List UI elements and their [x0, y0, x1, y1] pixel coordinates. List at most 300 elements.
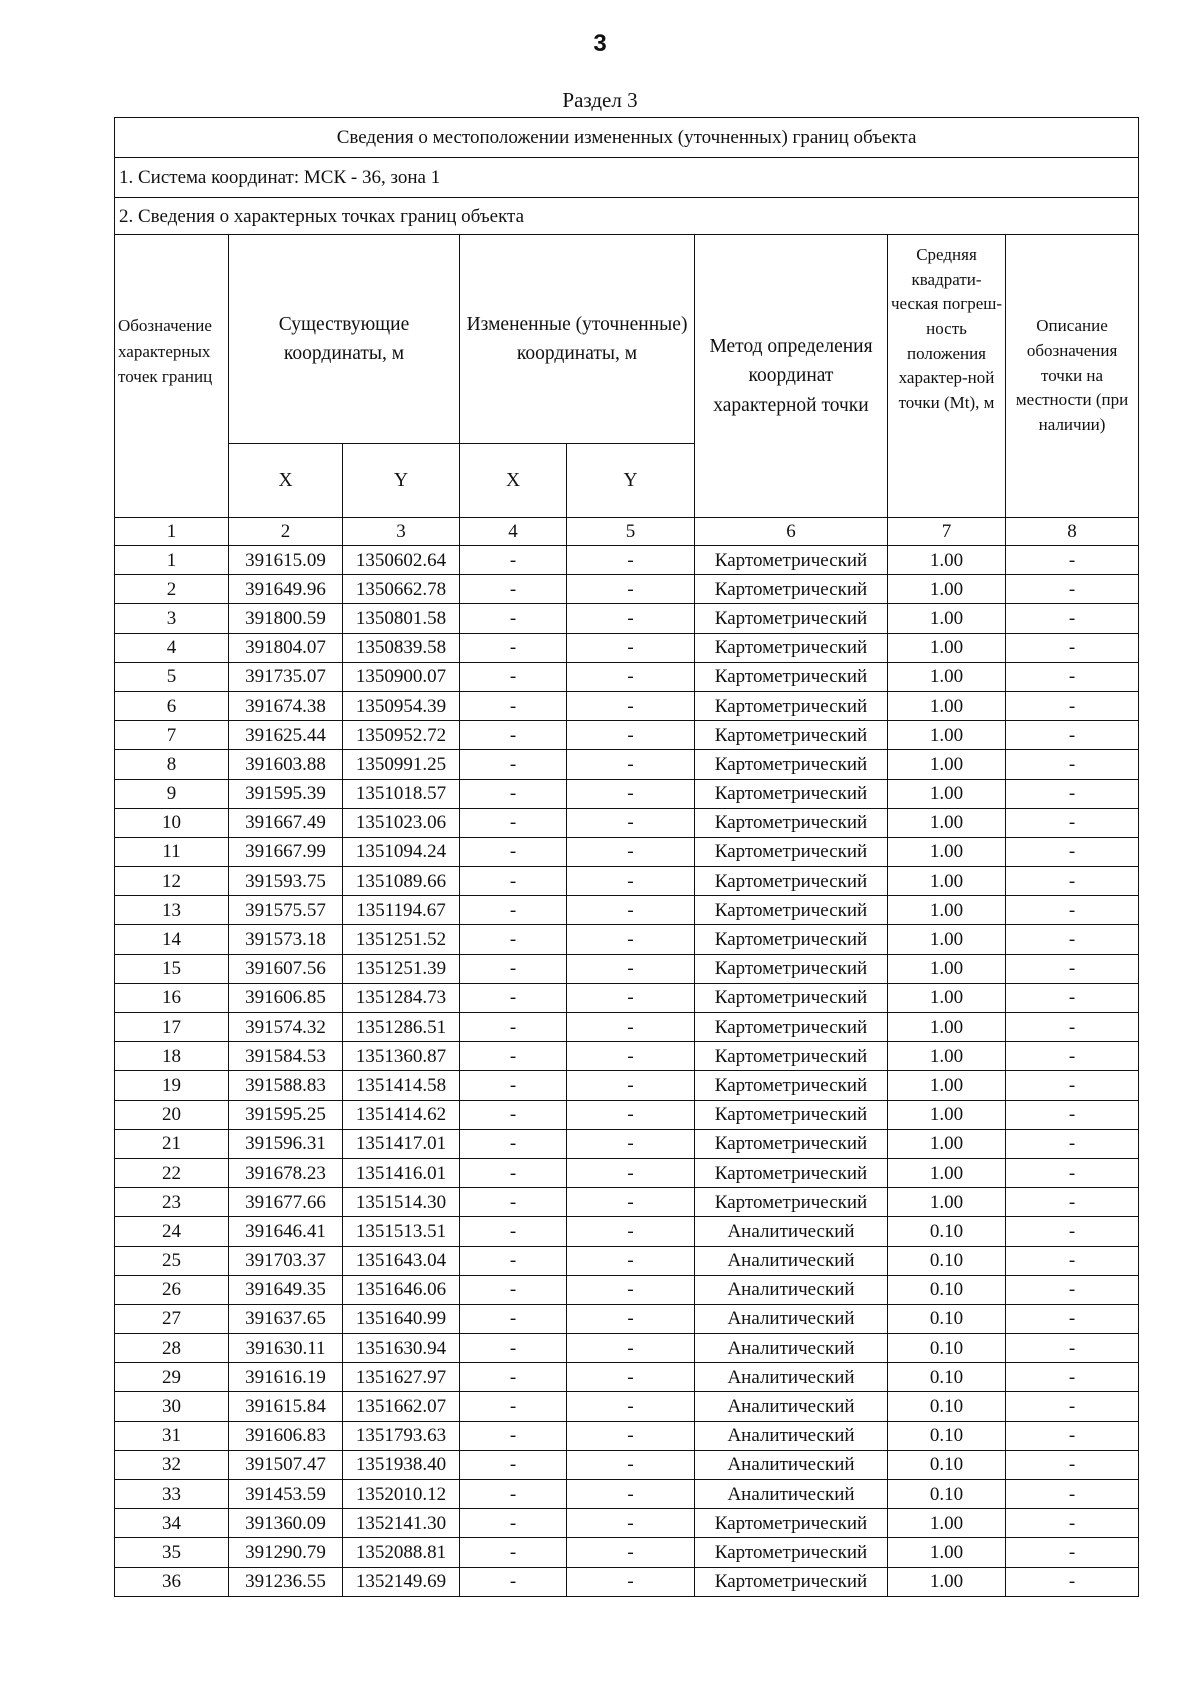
existing-y-cell: 1351417.01 [343, 1129, 460, 1158]
table-row [115, 1450, 1139, 1479]
error-cell: 1.00 [888, 1013, 1006, 1042]
table-row [115, 721, 1139, 750]
changed-x-cell: - [460, 925, 567, 954]
description-cell: - [1006, 1042, 1139, 1071]
description-cell: - [1006, 896, 1139, 925]
table-row [115, 1188, 1139, 1217]
error-cell: 1.00 [888, 983, 1006, 1012]
table-row [115, 954, 1139, 983]
error-cell: 1.00 [888, 1100, 1006, 1129]
table-row [115, 1363, 1139, 1392]
changed-x-cell: - [460, 1509, 567, 1538]
changed-x-cell: - [460, 1013, 567, 1042]
error-cell: 1.00 [888, 691, 1006, 720]
changed-y-cell: - [567, 837, 695, 866]
changed-x-cell: - [460, 1071, 567, 1100]
error-cell: 1.00 [888, 633, 1006, 662]
table-row [115, 779, 1139, 808]
method-cell: Картометрический [695, 1538, 888, 1567]
changed-x-cell: - [460, 1275, 567, 1304]
changed-x-cell: - [460, 1217, 567, 1246]
existing-y-cell: 1352010.12 [343, 1480, 460, 1509]
table-row [115, 1246, 1139, 1275]
point-number-cell: 34 [115, 1509, 229, 1538]
changed-y-cell: - [567, 1509, 695, 1538]
changed-y-cell: - [567, 1450, 695, 1479]
method-cell: Картометрический [695, 633, 888, 662]
changed-x-cell: - [460, 1567, 567, 1596]
error-cell: 1.00 [888, 750, 1006, 779]
existing-x-cell: 391804.07 [229, 633, 343, 662]
error-cell: 0.10 [888, 1421, 1006, 1450]
method-cell: Картометрический [695, 1129, 888, 1158]
method-cell: Картометрический [695, 1013, 888, 1042]
error-cell: 0.10 [888, 1450, 1006, 1479]
point-number-cell: 15 [115, 954, 229, 983]
changed-y-cell: - [567, 1013, 695, 1042]
changed-y-cell: - [567, 1246, 695, 1275]
existing-y-cell: 1350602.64 [343, 546, 460, 575]
existing-x-cell: 391677.66 [229, 1188, 343, 1217]
method-cell: Картометрический [695, 925, 888, 954]
table-row [115, 575, 1139, 604]
description-cell: - [1006, 604, 1139, 633]
existing-x-cell: 391574.32 [229, 1013, 343, 1042]
changed-y-cell: - [567, 1538, 695, 1567]
table-row [115, 1100, 1139, 1129]
table-row [115, 1421, 1139, 1450]
existing-x-cell: 391453.59 [229, 1480, 343, 1509]
error-cell: 0.10 [888, 1334, 1006, 1363]
method-cell: Аналитический [695, 1392, 888, 1421]
changed-y-cell: - [567, 1392, 695, 1421]
existing-y-cell: 1351414.62 [343, 1100, 460, 1129]
method-cell: Аналитический [695, 1450, 888, 1479]
header-existing-x: X [229, 443, 343, 517]
changed-x-cell: - [460, 691, 567, 720]
column-number: 2 [229, 518, 343, 546]
changed-x-cell: - [460, 954, 567, 983]
existing-x-cell: 391573.18 [229, 925, 343, 954]
existing-x-cell: 391606.83 [229, 1421, 343, 1450]
point-number-cell: 4 [115, 633, 229, 662]
error-cell: 1.00 [888, 1042, 1006, 1071]
page-number: 3 [593, 30, 607, 57]
existing-x-cell: 391595.39 [229, 779, 343, 808]
existing-x-cell: 391606.85 [229, 983, 343, 1012]
existing-x-cell: 391507.47 [229, 1450, 343, 1479]
existing-x-cell: 391360.09 [229, 1509, 343, 1538]
changed-x-cell: - [460, 604, 567, 633]
description-cell: - [1006, 1538, 1139, 1567]
changed-y-cell: - [567, 1217, 695, 1246]
column-number: 5 [567, 518, 695, 546]
error-cell: 1.00 [888, 546, 1006, 575]
existing-x-cell: 391630.11 [229, 1334, 343, 1363]
existing-y-cell: 1351793.63 [343, 1421, 460, 1450]
existing-x-cell: 391575.57 [229, 896, 343, 925]
table-row [115, 1158, 1139, 1187]
description-cell: - [1006, 750, 1139, 779]
point-number-cell: 25 [115, 1246, 229, 1275]
method-cell: Картометрический [695, 750, 888, 779]
changed-x-cell: - [460, 983, 567, 1012]
existing-x-cell: 391649.96 [229, 575, 343, 604]
point-number-cell: 28 [115, 1334, 229, 1363]
existing-y-cell: 1350991.25 [343, 750, 460, 779]
changed-x-cell: - [460, 808, 567, 837]
changed-y-cell: - [567, 633, 695, 662]
method-cell: Картометрический [695, 1042, 888, 1071]
table-row [115, 1567, 1139, 1596]
error-cell: 1.00 [888, 954, 1006, 983]
table-row [115, 837, 1139, 866]
table-row [115, 604, 1139, 633]
error-cell: 1.00 [888, 1538, 1006, 1567]
coordinate-system: 1. Система координат: МСК - 36, зона 1 [115, 158, 1139, 198]
header-designation: Обозначение характерных точек границ [115, 235, 229, 518]
method-cell: Картометрический [695, 1071, 888, 1100]
point-number-cell: 1 [115, 546, 229, 575]
column-number: 8 [1006, 518, 1139, 546]
header-changed-y: Y [567, 443, 695, 517]
changed-x-cell: - [460, 896, 567, 925]
changed-x-cell: - [460, 1363, 567, 1392]
changed-y-cell: - [567, 925, 695, 954]
error-cell: 0.10 [888, 1480, 1006, 1509]
changed-y-cell: - [567, 721, 695, 750]
point-number-cell: 6 [115, 691, 229, 720]
point-number-cell: 23 [115, 1188, 229, 1217]
table-row [115, 1071, 1139, 1100]
changed-y-cell: - [567, 575, 695, 604]
existing-y-cell: 1351251.52 [343, 925, 460, 954]
existing-x-cell: 391290.79 [229, 1538, 343, 1567]
error-cell: 1.00 [888, 1509, 1006, 1538]
table-row [115, 1042, 1139, 1071]
description-cell: - [1006, 837, 1139, 866]
table-row [115, 1275, 1139, 1304]
description-cell: - [1006, 1363, 1139, 1392]
description-cell: - [1006, 867, 1139, 896]
description-cell: - [1006, 1275, 1139, 1304]
point-number-cell: 11 [115, 837, 229, 866]
description-cell: - [1006, 954, 1139, 983]
table-row [115, 1392, 1139, 1421]
header-existing-y: Y [343, 443, 460, 517]
existing-x-cell: 391625.44 [229, 721, 343, 750]
table-row [115, 896, 1139, 925]
existing-y-cell: 1351627.97 [343, 1363, 460, 1392]
column-number: 4 [460, 518, 567, 546]
existing-x-cell: 391667.49 [229, 808, 343, 837]
point-number-cell: 13 [115, 896, 229, 925]
existing-x-cell: 391593.75 [229, 867, 343, 896]
changed-y-cell: - [567, 1480, 695, 1509]
point-number-cell: 10 [115, 808, 229, 837]
changed-x-cell: - [460, 1334, 567, 1363]
existing-y-cell: 1350662.78 [343, 575, 460, 604]
point-number-cell: 21 [115, 1129, 229, 1158]
table-title: Сведения о местоположении измененных (уточненных) границ объекта [115, 118, 1139, 158]
table-row [115, 546, 1139, 575]
existing-y-cell: 1351194.67 [343, 896, 460, 925]
coordinates-table [114, 117, 1139, 1597]
point-number-cell: 18 [115, 1042, 229, 1071]
point-number-cell: 19 [115, 1071, 229, 1100]
method-cell: Картометрический [695, 721, 888, 750]
method-cell: Картометрический [695, 867, 888, 896]
changed-x-cell: - [460, 1392, 567, 1421]
changed-y-cell: - [567, 1158, 695, 1187]
changed-y-cell: - [567, 604, 695, 633]
changed-y-cell: - [567, 1071, 695, 1100]
error-cell: 1.00 [888, 662, 1006, 691]
description-cell: - [1006, 1392, 1139, 1421]
description-cell: - [1006, 662, 1139, 691]
point-number-cell: 14 [115, 925, 229, 954]
method-cell: Аналитический [695, 1334, 888, 1363]
existing-y-cell: 1352088.81 [343, 1538, 460, 1567]
existing-x-cell: 391637.65 [229, 1304, 343, 1333]
error-cell: 1.00 [888, 925, 1006, 954]
error-cell: 1.00 [888, 779, 1006, 808]
changed-x-cell: - [460, 1042, 567, 1071]
error-cell: 1.00 [888, 896, 1006, 925]
table-row [115, 983, 1139, 1012]
error-cell: 1.00 [888, 1188, 1006, 1217]
existing-x-cell: 391667.99 [229, 837, 343, 866]
header-mean-square-error: Средняя квадрати-ческая погреш-ность положения характер-ной точки (Mt), м [888, 235, 1006, 518]
existing-y-cell: 1351630.94 [343, 1334, 460, 1363]
existing-y-cell: 1351089.66 [343, 867, 460, 896]
changed-y-cell: - [567, 867, 695, 896]
existing-y-cell: 1351023.06 [343, 808, 460, 837]
table-row [115, 808, 1139, 837]
point-number-cell: 8 [115, 750, 229, 779]
existing-x-cell: 391616.19 [229, 1363, 343, 1392]
method-cell: Аналитический [695, 1363, 888, 1392]
changed-x-cell: - [460, 1246, 567, 1275]
changed-x-cell: - [460, 546, 567, 575]
existing-x-cell: 391595.25 [229, 1100, 343, 1129]
method-cell: Аналитический [695, 1480, 888, 1509]
method-cell: Картометрический [695, 1509, 888, 1538]
existing-y-cell: 1351286.51 [343, 1013, 460, 1042]
description-cell: - [1006, 1334, 1139, 1363]
changed-y-cell: - [567, 983, 695, 1012]
point-number-cell: 9 [115, 779, 229, 808]
existing-x-cell: 391615.09 [229, 546, 343, 575]
point-number-cell: 33 [115, 1480, 229, 1509]
existing-y-cell: 1351360.87 [343, 1042, 460, 1071]
existing-x-cell: 391674.38 [229, 691, 343, 720]
changed-x-cell: - [460, 1450, 567, 1479]
point-number-cell: 12 [115, 867, 229, 896]
header-method: Метод определения координат характерной точки [695, 235, 888, 518]
error-cell: 0.10 [888, 1392, 1006, 1421]
error-cell: 1.00 [888, 1071, 1006, 1100]
changed-x-cell: - [460, 1158, 567, 1187]
changed-y-cell: - [567, 1567, 695, 1596]
point-number-cell: 29 [115, 1363, 229, 1392]
table-row [115, 1217, 1139, 1246]
existing-x-cell: 391615.84 [229, 1392, 343, 1421]
method-cell: Картометрический [695, 896, 888, 925]
column-number: 7 [888, 518, 1006, 546]
method-cell: Аналитический [695, 1421, 888, 1450]
changed-y-cell: - [567, 662, 695, 691]
changed-y-cell: - [567, 750, 695, 779]
changed-x-cell: - [460, 1538, 567, 1567]
point-number-cell: 31 [115, 1421, 229, 1450]
existing-x-cell: 391800.59 [229, 604, 343, 633]
error-cell: 1.00 [888, 1567, 1006, 1596]
existing-x-cell: 391678.23 [229, 1158, 343, 1187]
error-cell: 1.00 [888, 604, 1006, 633]
table-row [115, 1509, 1139, 1538]
description-cell: - [1006, 1450, 1139, 1479]
description-cell: - [1006, 1246, 1139, 1275]
point-number-cell: 27 [115, 1304, 229, 1333]
description-cell: - [1006, 1509, 1139, 1538]
changed-y-cell: - [567, 1363, 695, 1392]
changed-x-cell: - [460, 750, 567, 779]
existing-y-cell: 1351251.39 [343, 954, 460, 983]
table-row [115, 633, 1139, 662]
header-changed-coordinates: Измененные (уточненные) координаты, м [460, 235, 695, 444]
method-cell: Картометрический [695, 983, 888, 1012]
existing-y-cell: 1350952.72 [343, 721, 460, 750]
description-cell: - [1006, 1480, 1139, 1509]
description-cell: - [1006, 1304, 1139, 1333]
changed-x-cell: - [460, 1129, 567, 1158]
description-cell: - [1006, 808, 1139, 837]
section-label: Раздел 3 [562, 88, 638, 112]
changed-y-cell: - [567, 1421, 695, 1450]
method-cell: Картометрический [695, 1188, 888, 1217]
column-number: 3 [343, 518, 460, 546]
point-number-cell: 30 [115, 1392, 229, 1421]
changed-x-cell: - [460, 837, 567, 866]
changed-x-cell: - [460, 662, 567, 691]
existing-y-cell: 1350839.58 [343, 633, 460, 662]
table-row [115, 1129, 1139, 1158]
changed-y-cell: - [567, 808, 695, 837]
error-cell: 0.10 [888, 1304, 1006, 1333]
existing-x-cell: 391649.35 [229, 1275, 343, 1304]
changed-x-cell: - [460, 1304, 567, 1333]
error-cell: 0.10 [888, 1275, 1006, 1304]
existing-y-cell: 1351416.01 [343, 1158, 460, 1187]
changed-x-cell: - [460, 867, 567, 896]
method-cell: Картометрический [695, 662, 888, 691]
existing-y-cell: 1351640.99 [343, 1304, 460, 1333]
changed-y-cell: - [567, 1304, 695, 1333]
description-cell: - [1006, 1217, 1139, 1246]
table-row [115, 925, 1139, 954]
existing-y-cell: 1350954.39 [343, 691, 460, 720]
table-row [115, 750, 1139, 779]
table-row [115, 867, 1139, 896]
table-row [115, 691, 1139, 720]
method-cell: Картометрический [695, 837, 888, 866]
error-cell: 0.10 [888, 1363, 1006, 1392]
point-number-cell: 5 [115, 662, 229, 691]
point-number-cell: 2 [115, 575, 229, 604]
existing-x-cell: 391596.31 [229, 1129, 343, 1158]
existing-y-cell: 1350900.07 [343, 662, 460, 691]
error-cell: 1.00 [888, 721, 1006, 750]
changed-y-cell: - [567, 954, 695, 983]
method-cell: Картометрический [695, 954, 888, 983]
description-cell: - [1006, 721, 1139, 750]
method-cell: Картометрический [695, 604, 888, 633]
method-cell: Аналитический [695, 1275, 888, 1304]
method-cell: Аналитический [695, 1304, 888, 1333]
point-number-cell: 24 [115, 1217, 229, 1246]
changed-x-cell: - [460, 1188, 567, 1217]
point-number-cell: 16 [115, 983, 229, 1012]
description-cell: - [1006, 779, 1139, 808]
existing-x-cell: 391236.55 [229, 1567, 343, 1596]
existing-y-cell: 1351018.57 [343, 779, 460, 808]
description-cell: - [1006, 1421, 1139, 1450]
description-cell: - [1006, 1188, 1139, 1217]
error-cell: 0.10 [888, 1217, 1006, 1246]
changed-y-cell: - [567, 1129, 695, 1158]
method-cell: Картометрический [695, 575, 888, 604]
error-cell: 1.00 [888, 837, 1006, 866]
existing-y-cell: 1351646.06 [343, 1275, 460, 1304]
description-cell: - [1006, 691, 1139, 720]
description-cell: - [1006, 546, 1139, 575]
header-point-description: Описание обозначения точки на местности (при наличии) [1006, 235, 1139, 518]
changed-y-cell: - [567, 1334, 695, 1363]
changed-x-cell: - [460, 575, 567, 604]
point-number-cell: 17 [115, 1013, 229, 1042]
existing-y-cell: 1351414.58 [343, 1071, 460, 1100]
column-number: 1 [115, 518, 229, 546]
existing-x-cell: 391603.88 [229, 750, 343, 779]
changed-y-cell: - [567, 1188, 695, 1217]
existing-y-cell: 1351514.30 [343, 1188, 460, 1217]
existing-x-cell: 391584.53 [229, 1042, 343, 1071]
description-cell: - [1006, 1158, 1139, 1187]
changed-x-cell: - [460, 1480, 567, 1509]
description-cell: - [1006, 633, 1139, 662]
error-cell: 0.10 [888, 1246, 1006, 1275]
header-existing-coordinates: Существующие координаты, м [229, 235, 460, 444]
error-cell: 1.00 [888, 575, 1006, 604]
existing-y-cell: 1351643.04 [343, 1246, 460, 1275]
table-row [115, 662, 1139, 691]
existing-y-cell: 1351513.51 [343, 1217, 460, 1246]
point-number-cell: 3 [115, 604, 229, 633]
table-row [115, 1013, 1139, 1042]
existing-x-cell: 391646.41 [229, 1217, 343, 1246]
changed-x-cell: - [460, 779, 567, 808]
point-number-cell: 26 [115, 1275, 229, 1304]
column-numbers-row [115, 518, 1139, 546]
column-number: 6 [695, 518, 888, 546]
changed-y-cell: - [567, 546, 695, 575]
method-cell: Картометрический [695, 808, 888, 837]
point-number-cell: 22 [115, 1158, 229, 1187]
method-cell: Картометрический [695, 691, 888, 720]
point-number-cell: 32 [115, 1450, 229, 1479]
points-heading: 2. Сведения о характерных точках границ объекта [115, 198, 1139, 235]
